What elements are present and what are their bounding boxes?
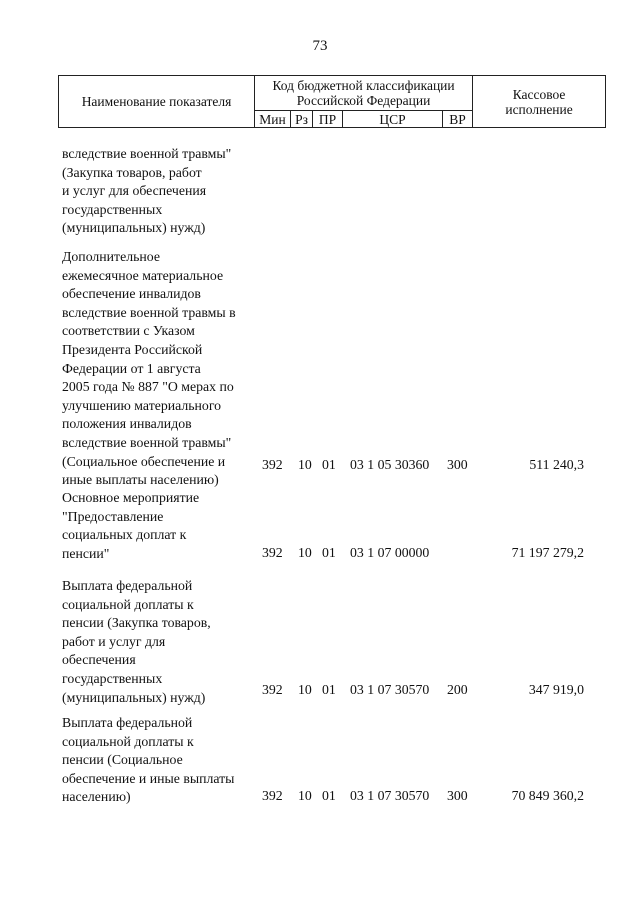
row-amount: 511 240,3 <box>529 457 584 472</box>
header-amount: Кассовое исполнение <box>473 76 606 128</box>
row-name: Выплата федеральной социальной доплаты к пенсии (Социальное обеспечение и иные выплаты населению) <box>62 715 235 805</box>
row-amount: 71 197 279,2 <box>511 545 584 560</box>
row-csr: 03 1 05 30360 <box>350 457 430 472</box>
row-min: 392 <box>262 682 283 697</box>
row-min: 392 <box>262 788 283 803</box>
header-vr: ВР <box>443 111 473 128</box>
row-pr: 01 <box>322 788 336 803</box>
row-vr: 300 <box>447 457 468 472</box>
header-name: Наименование показателя <box>59 76 255 128</box>
header-pr: ПР <box>313 111 343 128</box>
row-min: 392 <box>262 457 283 472</box>
row-vr: 300 <box>447 788 468 803</box>
page-number: 73 <box>312 38 328 54</box>
row-pr: 01 <box>322 682 336 697</box>
row-vr: 200 <box>447 682 468 697</box>
row-amount: 347 919,0 <box>528 682 584 697</box>
row-name: Основное мероприятие "Предоставление социальных доплат к пенсии" <box>62 490 200 561</box>
row-min: 392 <box>262 545 283 560</box>
header-code-group: Код бюджетной классификации Российской Федерации <box>255 76 473 111</box>
header-csr: ЦСР <box>343 111 443 128</box>
header-min: Мин <box>255 111 291 128</box>
row-rz: 10 <box>298 457 312 472</box>
row-csr: 03 1 07 30570 <box>350 788 430 803</box>
row-rz: 10 <box>298 788 312 803</box>
row-rz: 10 <box>298 682 312 697</box>
row-name: вследствие военной травмы" (Закупка товаров, работ и услуг для обеспечения государственных (муниципальных) нужд) <box>62 146 232 236</box>
row-csr: 03 1 07 00000 <box>350 545 430 560</box>
header-rz: Рз <box>291 111 313 128</box>
row-name: Выплата федеральной социальной доплаты к пенсии (Закупка товаров, работ и услуг для обеспечения государственных (муниципальных) нужд) <box>62 578 211 705</box>
row-pr: 01 <box>322 457 336 472</box>
row-amount: 70 849 360,2 <box>511 788 584 803</box>
row-rz: 10 <box>298 545 312 560</box>
row-pr: 01 <box>322 545 336 560</box>
row-csr: 03 1 07 30570 <box>350 682 430 697</box>
table-header <box>58 75 606 128</box>
row-name: Дополнительное ежемесячное материальное обеспечение инвалидов вследствие военной травмы в соответствии с Указом Президента Российской Федерации от 1 августа 2005 года № 887 "О мерах по улучшению материального положения инвалидов вследствие военной травмы" (Социальное обеспечение и иные выплаты населению) <box>62 249 236 488</box>
